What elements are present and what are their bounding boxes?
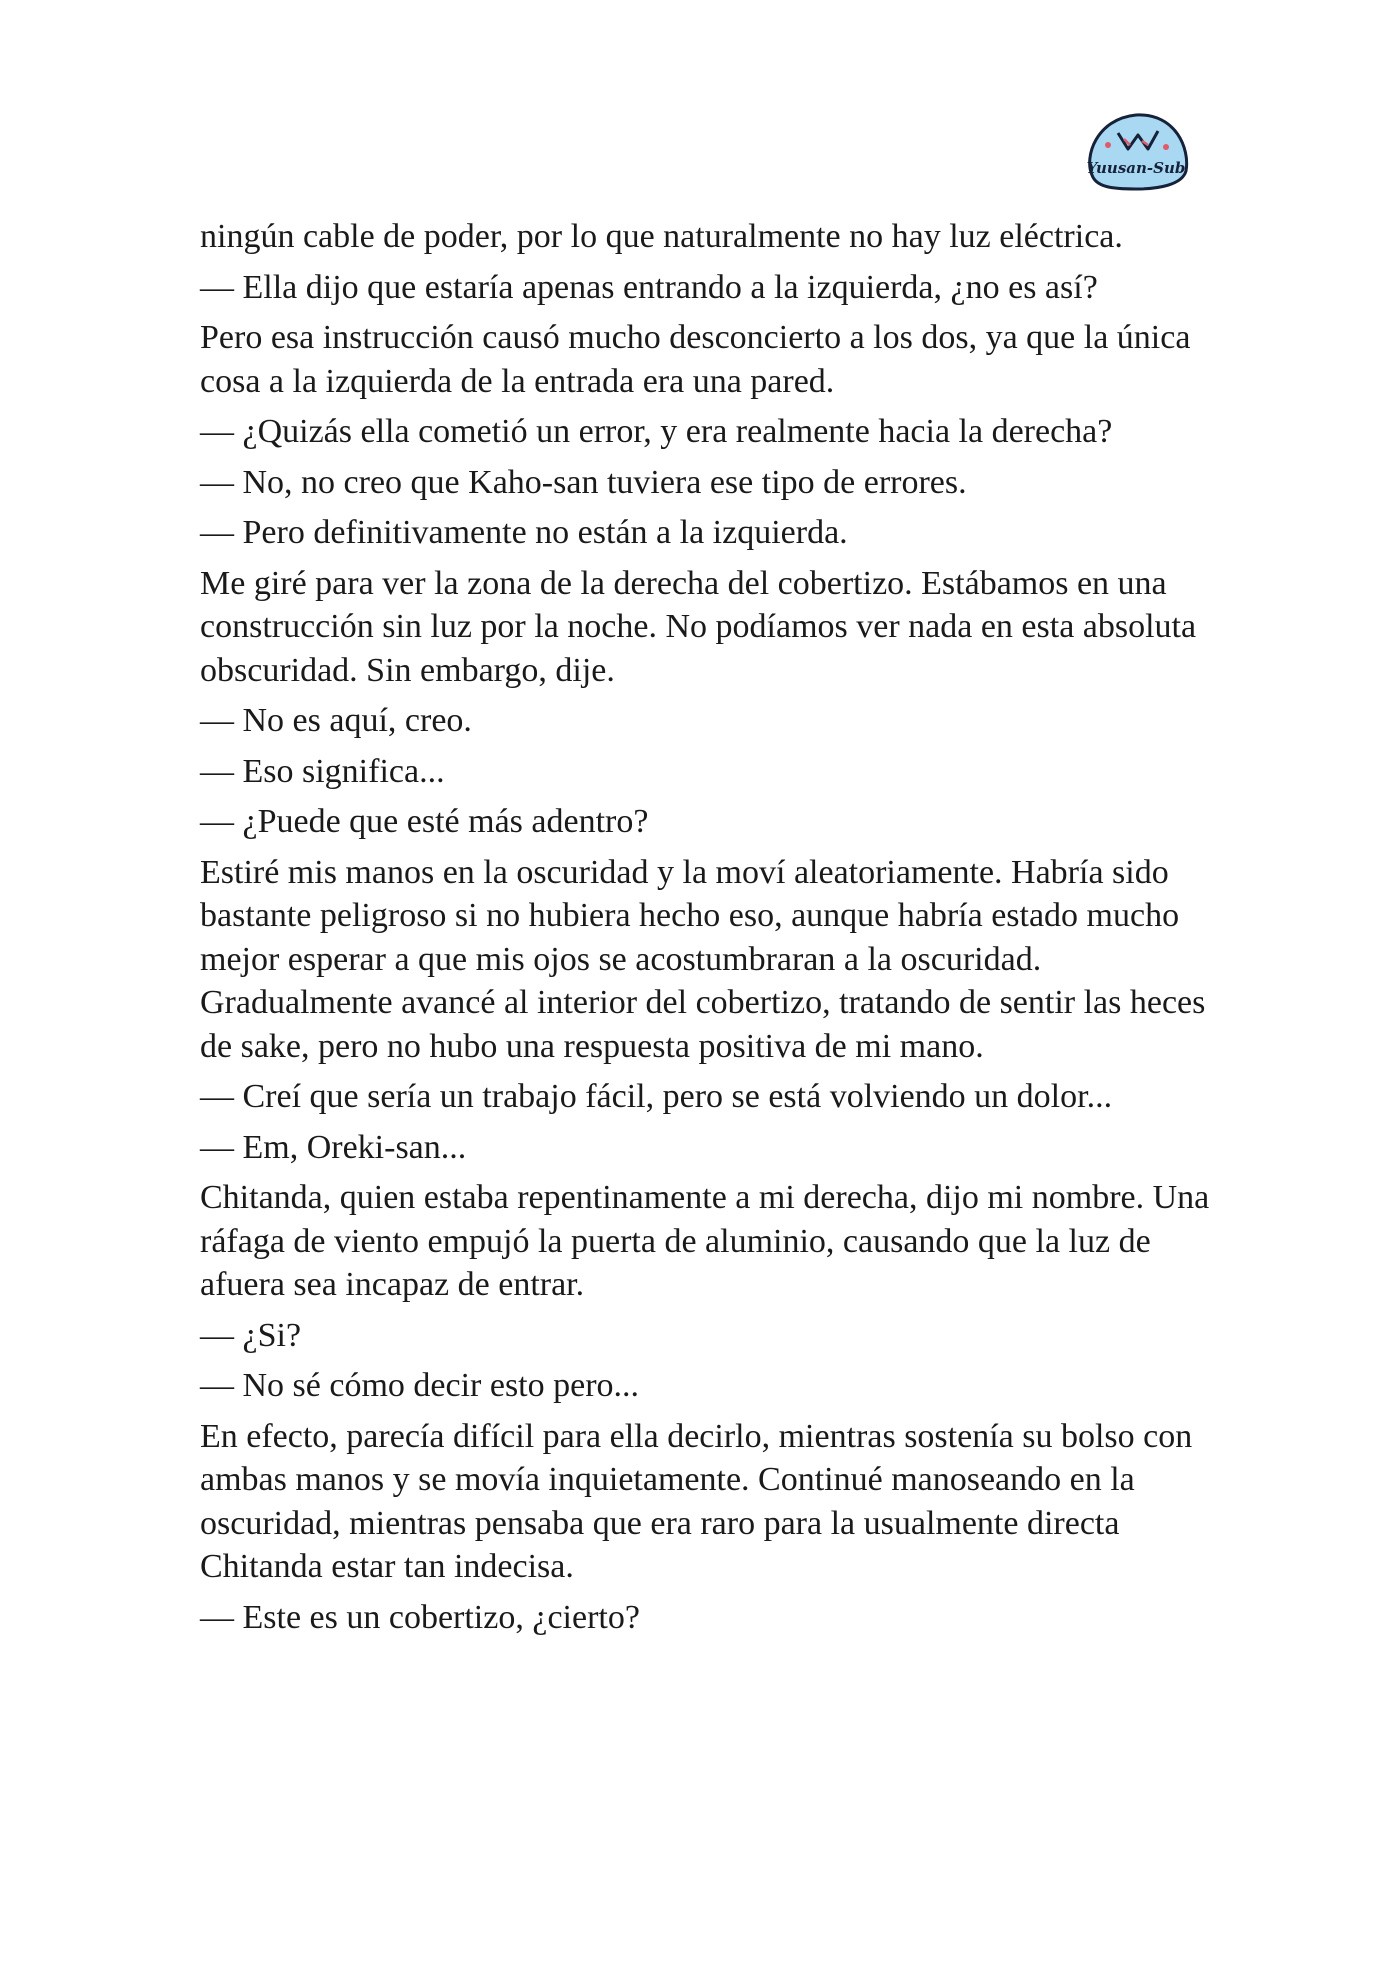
logo-emblem-icon xyxy=(1078,105,1194,195)
paragraph-15: — ¿Si? xyxy=(200,1316,302,1354)
paragraph-14: Chitanda, quien estaba repentinamente a mi derecha, dijo mi nombre. Una ráfaga de viento empujó la puerta de aluminio, causando que la luz de afuera sea incapaz de entrar. xyxy=(200,1179,1210,1303)
paragraph-5: — No, no creo que Kaho-san tuviera ese tipo de errores. xyxy=(200,463,967,501)
paragraph-10: — ¿Puede que esté más adentro? xyxy=(200,803,649,840)
paragraph-3: Pero esa instrucción causó mucho desconcierto a los dos, ya que la única cosa a la izquierda de la entrada era una pared. xyxy=(200,319,1191,400)
paragraph-7: Me giré para ver la zona de la derecha del cobertizo. Estábamos en una construcción sin luz por la noche. No podíamos ver nada en esta absoluta obscuridad. Sin embargo, dije. xyxy=(200,564,1197,689)
paragraph-6: — Pero definitivamente no están a la izquierda. xyxy=(200,514,848,551)
paragraph-4: — ¿Quizás ella cometió un error, y era realmente hacia la derecha? xyxy=(200,413,1113,450)
paragraph-12: — Creí que sería un trabajo fácil, pero se está volviendo un dolor... xyxy=(200,1078,1113,1115)
paragraph-8: — No es aquí, creo. xyxy=(200,702,472,739)
yuusan-sub-logo xyxy=(1078,105,1194,195)
paragraph-2: — Ella dijo que estaría apenas entrando a la izquierda, ¿no es así? xyxy=(200,268,1098,306)
paragraph-9: — Eso significa... xyxy=(200,752,445,790)
paragraph-16: — No sé cómo decir esto pero... xyxy=(200,1367,640,1404)
paragraph-11: Estiré mis manos en la oscuridad y la moví aleatoriamente. Habría sido bastante peligroso si no hubiera hecho eso, aunque habría estado mucho mejor esperar a que mis ojos se acostumbraran a la oscuridad. Gradualmente avancé al interior del cobertizo, tratando de sentir las heces de sake, pero no hubo una respuesta positiva de mi mano. xyxy=(200,853,1206,1065)
logo-text: Yuusan-Sub xyxy=(1086,159,1186,177)
paragraph-17: En efecto, parecía difícil para ella decirlo, mientras sostenía su bolso con ambas manos y se movía inquietamente. Continué manoseando en la oscuridad, mientras pensaba que era raro para la usualmente directa Chitanda estar tan indecisa. xyxy=(200,1417,1193,1585)
paragraph-18: — Este es un cobertizo, ¿cierto? xyxy=(200,1598,640,1636)
document-body xyxy=(200,215,1210,1646)
paragraph-1: ningún cable de poder, por lo que naturalmente no hay luz eléctrica. xyxy=(200,218,1123,255)
paragraph-13: — Em, Oreki-san... xyxy=(200,1128,467,1166)
